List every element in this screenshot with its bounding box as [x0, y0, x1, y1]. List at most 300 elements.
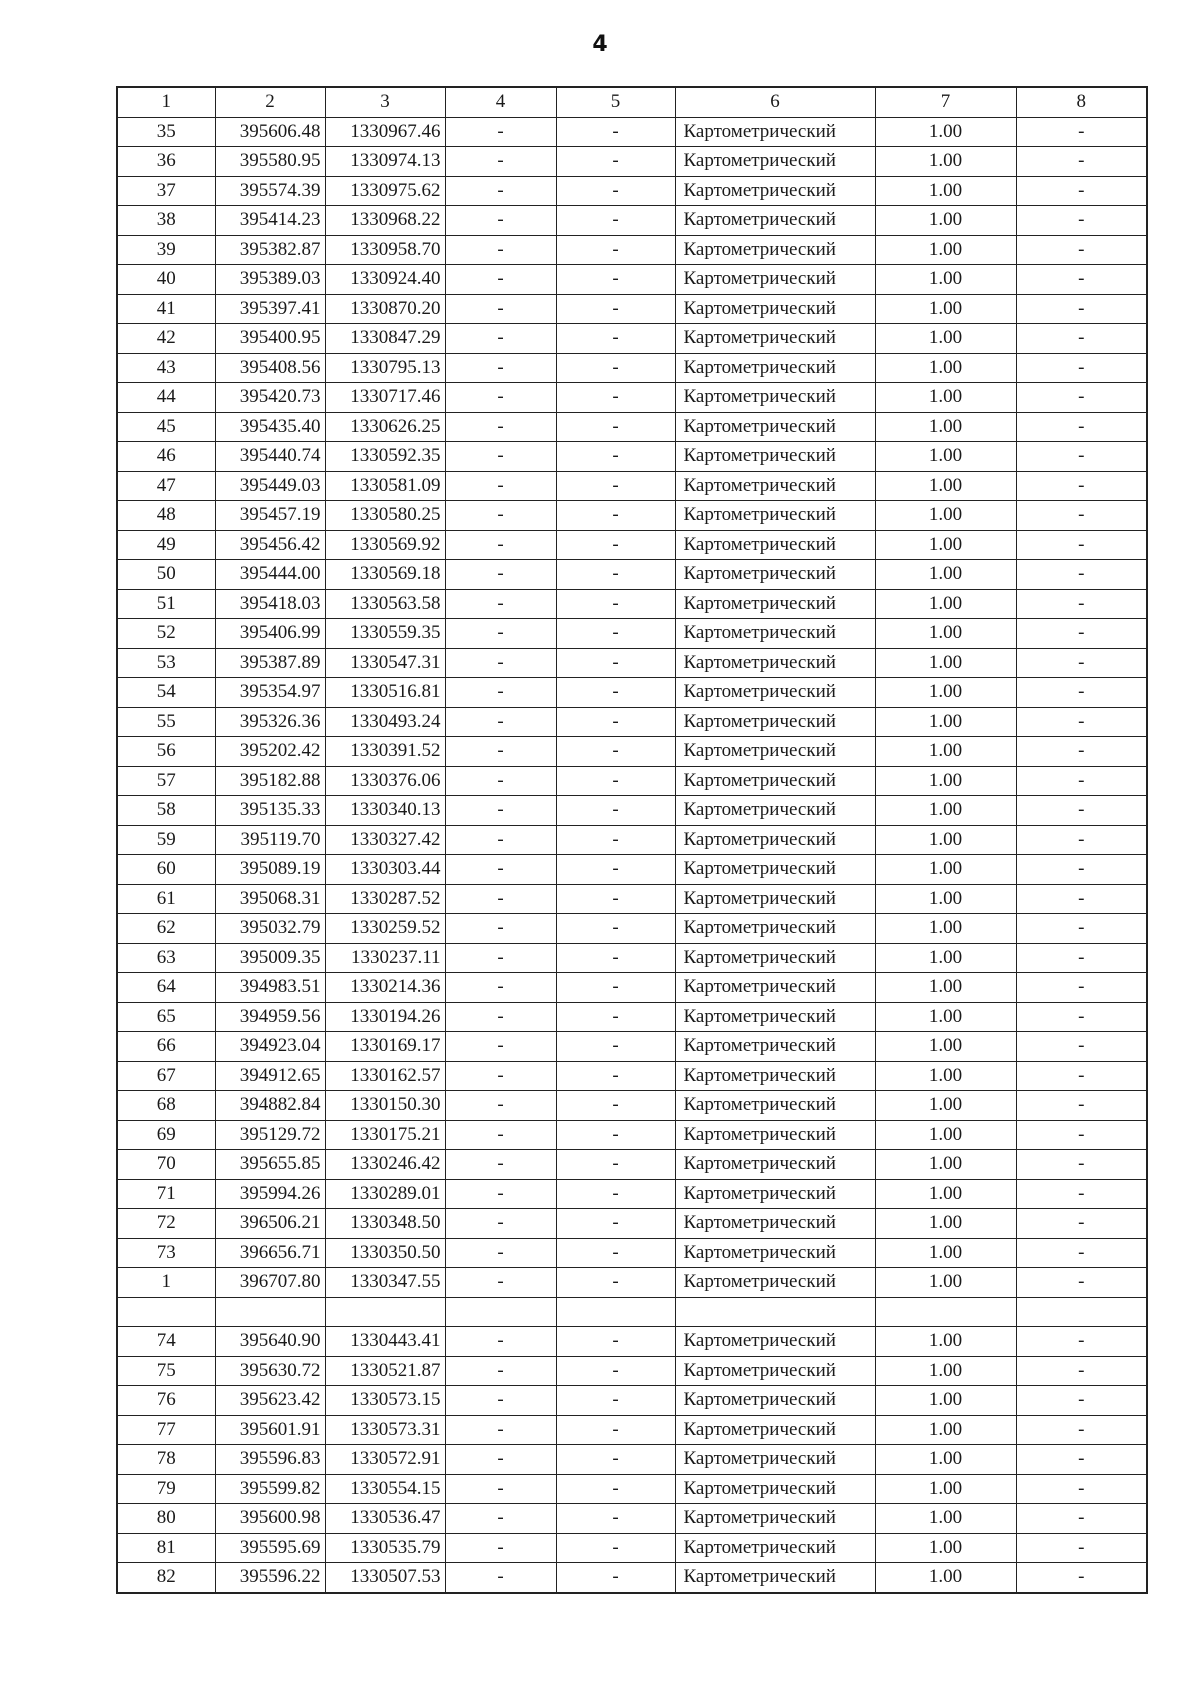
method-cell: Картометрический: [675, 1061, 875, 1091]
point-number-cell: 76: [117, 1386, 215, 1416]
column-4-cell: [445, 1297, 556, 1327]
column-8-cell: -: [1016, 1209, 1147, 1239]
column-4-cell: -: [445, 1120, 556, 1150]
accuracy-cell: 1.00: [875, 1327, 1016, 1357]
column-5-cell: -: [556, 1415, 675, 1445]
y-coordinate-cell: 1330340.13: [325, 796, 445, 826]
table-row: [117, 737, 1147, 767]
y-coordinate-cell: 1330573.31: [325, 1415, 445, 1445]
table-row: [117, 1297, 1147, 1327]
column-5-cell: -: [556, 501, 675, 531]
point-number-cell: 56: [117, 737, 215, 767]
y-coordinate-cell: 1330958.70: [325, 235, 445, 265]
table-row: [117, 206, 1147, 236]
x-coordinate-cell: 395135.33: [215, 796, 325, 826]
column-5-cell: -: [556, 1209, 675, 1239]
method-cell: Картометрический: [675, 383, 875, 413]
column-5-cell: -: [556, 560, 675, 590]
column-5-cell: -: [556, 442, 675, 472]
table-row: [117, 117, 1147, 147]
column-8-cell: -: [1016, 678, 1147, 708]
column-8-cell: -: [1016, 1474, 1147, 1504]
accuracy-cell: 1.00: [875, 855, 1016, 885]
column-5-cell: -: [556, 1504, 675, 1534]
x-coordinate-cell: 395089.19: [215, 855, 325, 885]
column-4-cell: -: [445, 1327, 556, 1357]
column-4-cell: -: [445, 1533, 556, 1563]
x-coordinate-cell: 395630.72: [215, 1356, 325, 1386]
table-row: [117, 1386, 1147, 1416]
column-8-cell: -: [1016, 176, 1147, 206]
y-coordinate-cell: 1330572.91: [325, 1445, 445, 1475]
column-4-cell: -: [445, 530, 556, 560]
table-body: [117, 117, 1147, 1593]
x-coordinate-cell: 394912.65: [215, 1061, 325, 1091]
accuracy-cell: 1.00: [875, 796, 1016, 826]
y-coordinate-cell: 1330559.35: [325, 619, 445, 649]
point-number-cell: 58: [117, 796, 215, 826]
y-coordinate-cell: 1330348.50: [325, 1209, 445, 1239]
x-coordinate-cell: 395400.95: [215, 324, 325, 354]
column-5-cell: -: [556, 1002, 675, 1032]
method-cell: Картометрический: [675, 737, 875, 767]
accuracy-cell: 1.00: [875, 1415, 1016, 1445]
column-4-cell: -: [445, 766, 556, 796]
column-5-cell: -: [556, 678, 675, 708]
accuracy-cell: 1.00: [875, 530, 1016, 560]
y-coordinate-cell: 1330327.42: [325, 825, 445, 855]
table-row: [117, 1002, 1147, 1032]
x-coordinate-cell: 395420.73: [215, 383, 325, 413]
accuracy-cell: 1.00: [875, 1120, 1016, 1150]
column-8-cell: -: [1016, 1032, 1147, 1062]
y-coordinate-cell: 1330376.06: [325, 766, 445, 796]
table-row: [117, 943, 1147, 973]
y-coordinate-cell: 1330350.50: [325, 1238, 445, 1268]
column-header-7: 7: [875, 87, 1016, 117]
column-8-cell: -: [1016, 471, 1147, 501]
column-4-cell: -: [445, 884, 556, 914]
method-cell: Картометрический: [675, 117, 875, 147]
column-8-cell: -: [1016, 235, 1147, 265]
point-number-cell: 71: [117, 1179, 215, 1209]
method-cell: Картометрический: [675, 825, 875, 855]
method-cell: Картометрический: [675, 648, 875, 678]
column-5-cell: [556, 1297, 675, 1327]
method-cell: Картометрический: [675, 766, 875, 796]
column-8-cell: -: [1016, 589, 1147, 619]
y-coordinate-cell: 1330289.01: [325, 1179, 445, 1209]
x-coordinate-cell: 395440.74: [215, 442, 325, 472]
x-coordinate-cell: 395457.19: [215, 501, 325, 531]
column-8-cell: -: [1016, 1238, 1147, 1268]
x-coordinate-cell: 394983.51: [215, 973, 325, 1003]
coordinates-table: [116, 86, 1148, 1594]
column-header-2: 2: [215, 87, 325, 117]
point-number-cell: 44: [117, 383, 215, 413]
method-cell: Картометрический: [675, 796, 875, 826]
column-header-4: 4: [445, 87, 556, 117]
method-cell: Картометрический: [675, 235, 875, 265]
y-coordinate-cell: 1330974.13: [325, 147, 445, 177]
column-4-cell: -: [445, 619, 556, 649]
y-coordinate-cell: 1330592.35: [325, 442, 445, 472]
column-8-cell: -: [1016, 766, 1147, 796]
point-number-cell: 53: [117, 648, 215, 678]
column-8-cell: -: [1016, 884, 1147, 914]
method-cell: Картометрический: [675, 678, 875, 708]
point-number-cell: 61: [117, 884, 215, 914]
column-8-cell: -: [1016, 737, 1147, 767]
accuracy-cell: 1.00: [875, 235, 1016, 265]
point-number-cell: 82: [117, 1563, 215, 1593]
column-4-cell: -: [445, 943, 556, 973]
column-4-cell: -: [445, 1268, 556, 1298]
column-4-cell: -: [445, 206, 556, 236]
x-coordinate-cell: 395202.42: [215, 737, 325, 767]
column-5-cell: -: [556, 914, 675, 944]
point-number-cell: 35: [117, 117, 215, 147]
table-row: [117, 530, 1147, 560]
column-4-cell: -: [445, 442, 556, 472]
table-row: [117, 1032, 1147, 1062]
accuracy-cell: 1.00: [875, 1474, 1016, 1504]
method-cell: Картометрический: [675, 943, 875, 973]
table-row: [117, 1238, 1147, 1268]
column-5-cell: -: [556, 1150, 675, 1180]
point-number-cell: 75: [117, 1356, 215, 1386]
table-row: [117, 235, 1147, 265]
accuracy-cell: 1.00: [875, 884, 1016, 914]
column-4-cell: -: [445, 1445, 556, 1475]
column-4-cell: -: [445, 1209, 556, 1239]
column-4-cell: -: [445, 1150, 556, 1180]
x-coordinate-cell: 395435.40: [215, 412, 325, 442]
column-5-cell: -: [556, 1474, 675, 1504]
point-number-cell: 52: [117, 619, 215, 649]
column-8-cell: -: [1016, 1415, 1147, 1445]
page-number: 4: [592, 32, 608, 57]
table-row: [117, 766, 1147, 796]
column-5-cell: -: [556, 235, 675, 265]
method-cell: Картометрический: [675, 1533, 875, 1563]
method-cell: Картометрический: [675, 560, 875, 590]
column-5-cell: -: [556, 1533, 675, 1563]
column-5-cell: -: [556, 117, 675, 147]
y-coordinate-cell: 1330237.11: [325, 943, 445, 973]
column-5-cell: -: [556, 855, 675, 885]
column-4-cell: -: [445, 1238, 556, 1268]
x-coordinate-cell: 395382.87: [215, 235, 325, 265]
table-row: [117, 796, 1147, 826]
x-coordinate-cell: 395595.69: [215, 1533, 325, 1563]
column-4-cell: -: [445, 560, 556, 590]
column-5-cell: -: [556, 973, 675, 1003]
column-8-cell: -: [1016, 707, 1147, 737]
column-5-cell: -: [556, 471, 675, 501]
y-coordinate-cell: 1330581.09: [325, 471, 445, 501]
method-cell: Картометрический: [675, 206, 875, 236]
y-coordinate-cell: 1330569.92: [325, 530, 445, 560]
point-number-cell: [117, 1297, 215, 1327]
point-number-cell: 74: [117, 1327, 215, 1357]
method-cell: Картометрический: [675, 412, 875, 442]
column-4-cell: -: [445, 1032, 556, 1062]
column-8-cell: -: [1016, 796, 1147, 826]
y-coordinate-cell: 1330717.46: [325, 383, 445, 413]
point-number-cell: 43: [117, 353, 215, 383]
table-header-row: [117, 87, 1147, 117]
y-coordinate-cell: 1330169.17: [325, 1032, 445, 1062]
x-coordinate-cell: 395456.42: [215, 530, 325, 560]
column-5-cell: -: [556, 619, 675, 649]
accuracy-cell: 1.00: [875, 619, 1016, 649]
column-4-cell: -: [445, 324, 556, 354]
column-4-cell: -: [445, 1179, 556, 1209]
method-cell: Картометрический: [675, 294, 875, 324]
x-coordinate-cell: 395574.39: [215, 176, 325, 206]
column-4-cell: -: [445, 855, 556, 885]
accuracy-cell: 1.00: [875, 501, 1016, 531]
point-number-cell: 51: [117, 589, 215, 619]
method-cell: Картометрический: [675, 442, 875, 472]
column-8-cell: -: [1016, 943, 1147, 973]
method-cell: Картометрический: [675, 1179, 875, 1209]
accuracy-cell: 1.00: [875, 176, 1016, 206]
accuracy-cell: 1.00: [875, 1563, 1016, 1593]
method-cell: Картометрический: [675, 353, 875, 383]
column-8-cell: -: [1016, 324, 1147, 354]
point-number-cell: 48: [117, 501, 215, 531]
column-8-cell: -: [1016, 1327, 1147, 1357]
point-number-cell: 68: [117, 1091, 215, 1121]
x-coordinate-cell: 395599.82: [215, 1474, 325, 1504]
column-8-cell: -: [1016, 1150, 1147, 1180]
y-coordinate-cell: 1330507.53: [325, 1563, 445, 1593]
column-8-cell: -: [1016, 265, 1147, 295]
x-coordinate-cell: [215, 1297, 325, 1327]
y-coordinate-cell: 1330493.24: [325, 707, 445, 737]
column-8-cell: -: [1016, 648, 1147, 678]
column-header-5: 5: [556, 87, 675, 117]
method-cell: Картометрический: [675, 1445, 875, 1475]
column-8-cell: -: [1016, 353, 1147, 383]
table-row: [117, 884, 1147, 914]
method-cell: Картометрический: [675, 1209, 875, 1239]
point-number-cell: 62: [117, 914, 215, 944]
column-4-cell: -: [445, 796, 556, 826]
column-5-cell: -: [556, 1032, 675, 1062]
column-8-cell: -: [1016, 1504, 1147, 1534]
point-number-cell: 47: [117, 471, 215, 501]
column-5-cell: -: [556, 1356, 675, 1386]
y-coordinate-cell: 1330303.44: [325, 855, 445, 885]
x-coordinate-cell: 395182.88: [215, 766, 325, 796]
table-row: [117, 1209, 1147, 1239]
method-cell: Картометрический: [675, 176, 875, 206]
accuracy-cell: 1.00: [875, 265, 1016, 295]
column-4-cell: -: [445, 1474, 556, 1504]
method-cell: Картометрический: [675, 1563, 875, 1593]
table-row: [117, 1120, 1147, 1150]
point-number-cell: 55: [117, 707, 215, 737]
column-5-cell: -: [556, 265, 675, 295]
column-5-cell: -: [556, 294, 675, 324]
column-8-cell: -: [1016, 1179, 1147, 1209]
column-5-cell: -: [556, 1268, 675, 1298]
accuracy-cell: 1.00: [875, 294, 1016, 324]
x-coordinate-cell: 395354.97: [215, 678, 325, 708]
method-cell: Картометрический: [675, 973, 875, 1003]
table-row: [117, 1061, 1147, 1091]
table-row: [117, 707, 1147, 737]
accuracy-cell: 1.00: [875, 324, 1016, 354]
x-coordinate-cell: 395596.22: [215, 1563, 325, 1593]
method-cell: Картометрический: [675, 1504, 875, 1534]
accuracy-cell: 1.00: [875, 1002, 1016, 1032]
column-header-6: 6: [675, 87, 875, 117]
accuracy-cell: 1.00: [875, 766, 1016, 796]
method-cell: Картометрический: [675, 619, 875, 649]
point-number-cell: 38: [117, 206, 215, 236]
column-5-cell: -: [556, 825, 675, 855]
table-row: [117, 265, 1147, 295]
column-8-cell: -: [1016, 1445, 1147, 1475]
column-8-cell: -: [1016, 914, 1147, 944]
method-cell: Картометрический: [675, 1002, 875, 1032]
table-row: [117, 147, 1147, 177]
accuracy-cell: 1.00: [875, 1091, 1016, 1121]
method-cell: Картометрический: [675, 1150, 875, 1180]
x-coordinate-cell: 395418.03: [215, 589, 325, 619]
column-5-cell: -: [556, 707, 675, 737]
y-coordinate-cell: 1330967.46: [325, 117, 445, 147]
column-4-cell: -: [445, 737, 556, 767]
column-8-cell: -: [1016, 206, 1147, 236]
x-coordinate-cell: 395397.41: [215, 294, 325, 324]
column-4-cell: -: [445, 147, 556, 177]
column-5-cell: -: [556, 1061, 675, 1091]
x-coordinate-cell: 395580.95: [215, 147, 325, 177]
column-4-cell: -: [445, 1091, 556, 1121]
x-coordinate-cell: 395408.56: [215, 353, 325, 383]
column-5-cell: -: [556, 1179, 675, 1209]
column-4-cell: -: [445, 648, 556, 678]
column-4-cell: -: [445, 707, 556, 737]
point-number-cell: 65: [117, 1002, 215, 1032]
y-coordinate-cell: 1330443.41: [325, 1327, 445, 1357]
column-8-cell: -: [1016, 619, 1147, 649]
table-row: [117, 1091, 1147, 1121]
y-coordinate-cell: 1330569.18: [325, 560, 445, 590]
column-5-cell: -: [556, 1238, 675, 1268]
point-number-cell: 69: [117, 1120, 215, 1150]
column-5-cell: -: [556, 766, 675, 796]
point-number-cell: 78: [117, 1445, 215, 1475]
accuracy-cell: 1.00: [875, 1356, 1016, 1386]
column-4-cell: -: [445, 825, 556, 855]
table-row: [117, 1563, 1147, 1593]
x-coordinate-cell: 395601.91: [215, 1415, 325, 1445]
column-4-cell: -: [445, 678, 556, 708]
column-4-cell: -: [445, 412, 556, 442]
column-5-cell: -: [556, 1120, 675, 1150]
x-coordinate-cell: 395119.70: [215, 825, 325, 855]
x-coordinate-cell: 395655.85: [215, 1150, 325, 1180]
x-coordinate-cell: 395387.89: [215, 648, 325, 678]
point-number-cell: 79: [117, 1474, 215, 1504]
column-4-cell: -: [445, 914, 556, 944]
accuracy-cell: 1.00: [875, 1032, 1016, 1062]
method-cell: Картометрический: [675, 1415, 875, 1445]
column-5-cell: -: [556, 383, 675, 413]
column-5-cell: -: [556, 530, 675, 560]
column-4-cell: -: [445, 1415, 556, 1445]
column-4-cell: -: [445, 501, 556, 531]
column-8-cell: -: [1016, 825, 1147, 855]
table-row: [117, 1268, 1147, 1298]
x-coordinate-cell: 396656.71: [215, 1238, 325, 1268]
accuracy-cell: 1.00: [875, 914, 1016, 944]
accuracy-cell: 1.00: [875, 206, 1016, 236]
table-row: [117, 855, 1147, 885]
method-cell: Картометрический: [675, 1356, 875, 1386]
y-coordinate-cell: 1330246.42: [325, 1150, 445, 1180]
method-cell: Картометрический: [675, 1386, 875, 1416]
accuracy-cell: 1.00: [875, 1209, 1016, 1239]
column-5-cell: -: [556, 1091, 675, 1121]
table-row: [117, 1327, 1147, 1357]
method-cell: Картометрический: [675, 501, 875, 531]
accuracy-cell: 1.00: [875, 1504, 1016, 1534]
x-coordinate-cell: 395406.99: [215, 619, 325, 649]
point-number-cell: 72: [117, 1209, 215, 1239]
column-4-cell: -: [445, 294, 556, 324]
y-coordinate-cell: 1330259.52: [325, 914, 445, 944]
method-cell: Картометрический: [675, 265, 875, 295]
y-coordinate-cell: 1330968.22: [325, 206, 445, 236]
y-coordinate-cell: 1330536.47: [325, 1504, 445, 1534]
column-header-1: 1: [117, 87, 215, 117]
table-row: [117, 1474, 1147, 1504]
column-5-cell: -: [556, 1445, 675, 1475]
y-coordinate-cell: 1330580.25: [325, 501, 445, 531]
accuracy-cell: 1.00: [875, 117, 1016, 147]
column-4-cell: -: [445, 1386, 556, 1416]
column-8-cell: -: [1016, 1120, 1147, 1150]
column-5-cell: -: [556, 943, 675, 973]
column-5-cell: -: [556, 737, 675, 767]
method-cell: Картометрический: [675, 884, 875, 914]
y-coordinate-cell: 1330626.25: [325, 412, 445, 442]
point-number-cell: 54: [117, 678, 215, 708]
accuracy-cell: 1.00: [875, 678, 1016, 708]
method-cell: Картометрический: [675, 1238, 875, 1268]
table-row: [117, 1504, 1147, 1534]
y-coordinate-cell: 1330924.40: [325, 265, 445, 295]
column-5-cell: -: [556, 412, 675, 442]
y-coordinate-cell: 1330347.55: [325, 1268, 445, 1298]
column-8-cell: -: [1016, 973, 1147, 1003]
table-row: [117, 1356, 1147, 1386]
accuracy-cell: 1.00: [875, 560, 1016, 590]
method-cell: Картометрический: [675, 855, 875, 885]
column-header-8: 8: [1016, 87, 1147, 117]
column-5-cell: -: [556, 324, 675, 354]
table-row: [117, 1179, 1147, 1209]
y-coordinate-cell: 1330975.62: [325, 176, 445, 206]
method-cell: [675, 1297, 875, 1327]
